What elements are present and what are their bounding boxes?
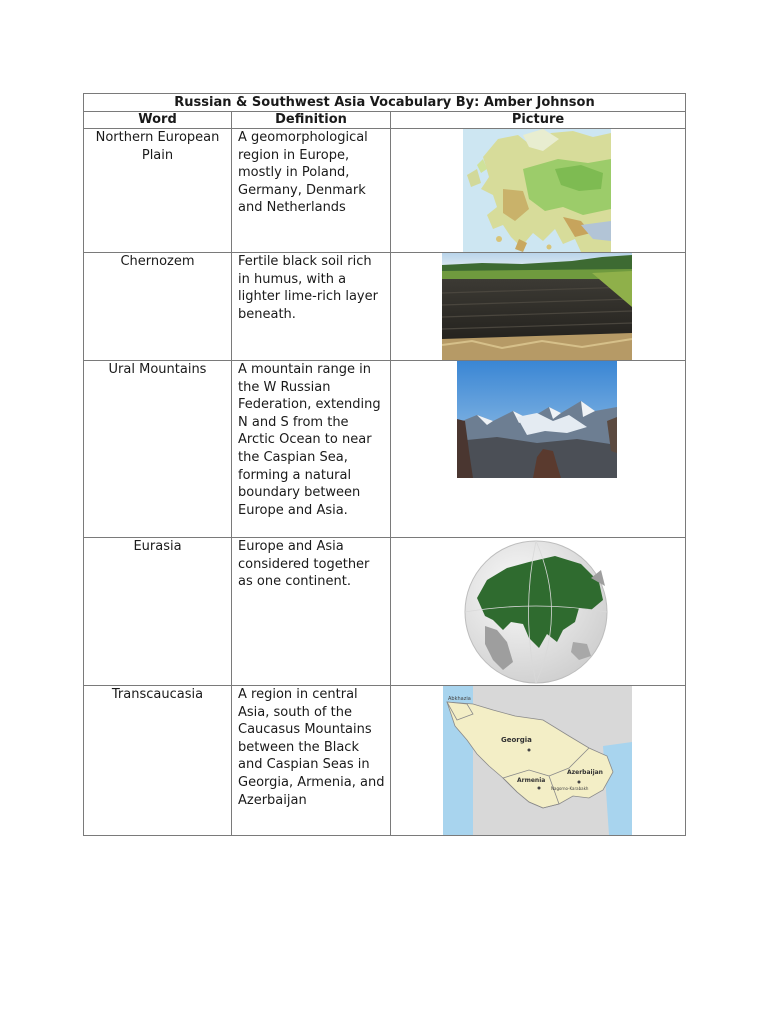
word-cell: Eurasia (84, 538, 232, 686)
europe-map-image (463, 129, 611, 252)
document-title: Russian & Southwest Asia Vocabulary By: Amber Johnson (84, 94, 686, 112)
vocabulary-table (83, 93, 686, 836)
table-row (84, 129, 686, 253)
header-definition: Definition (232, 112, 391, 129)
table-row (84, 686, 686, 836)
word-cell: Transcaucasia (84, 686, 232, 836)
picture-cell (391, 538, 686, 686)
mountain-photo (457, 361, 617, 478)
picture-cell (391, 361, 686, 538)
definition-cell: A mountain range in the W Russian Federation, extending N and S from the Arctic Ocean to near the Caspian Sea, forming a natural boundary between Europe and Asia. (232, 361, 391, 538)
transcaucasia-map-image (443, 686, 632, 835)
word-cell: Chernozem (84, 253, 232, 361)
picture-cell (391, 253, 686, 361)
definition-cell: Fertile black soil rich in humus, with a lighter lime-rich layer beneath. (232, 253, 391, 361)
header-word: Word (84, 112, 232, 129)
map-label-abkhazia: Abkhazia (448, 696, 471, 702)
eurasia-globe-image (463, 538, 609, 685)
picture-cell (391, 686, 686, 836)
map-label-azerbaijan: Azerbaijan (567, 769, 603, 776)
map-label-nagorno: Nagorno-Karabakh (551, 786, 589, 791)
table-row (84, 253, 686, 361)
map-label-georgia: Georgia (501, 736, 532, 744)
definition-cell: Europe and Asia considered together as one continent. (232, 538, 391, 686)
definition-cell: A geomorphological region in Europe, mostly in Poland, Germany, Denmark and Netherlands (232, 129, 391, 253)
word-cell: Ural Mountains (84, 361, 232, 538)
map-label-armenia: Armenia (517, 777, 546, 784)
table-row (84, 538, 686, 686)
word-cell: Northern European Plain (84, 129, 232, 253)
definition-cell: A region in central Asia, south of the Caucasus Mountains between the Black and Caspian Seas in Georgia, Armenia, and Azerbaijan (232, 686, 391, 836)
black-soil-photo (442, 253, 632, 360)
picture-cell (391, 129, 686, 253)
table-row (84, 361, 686, 538)
header-picture: Picture (391, 112, 686, 129)
